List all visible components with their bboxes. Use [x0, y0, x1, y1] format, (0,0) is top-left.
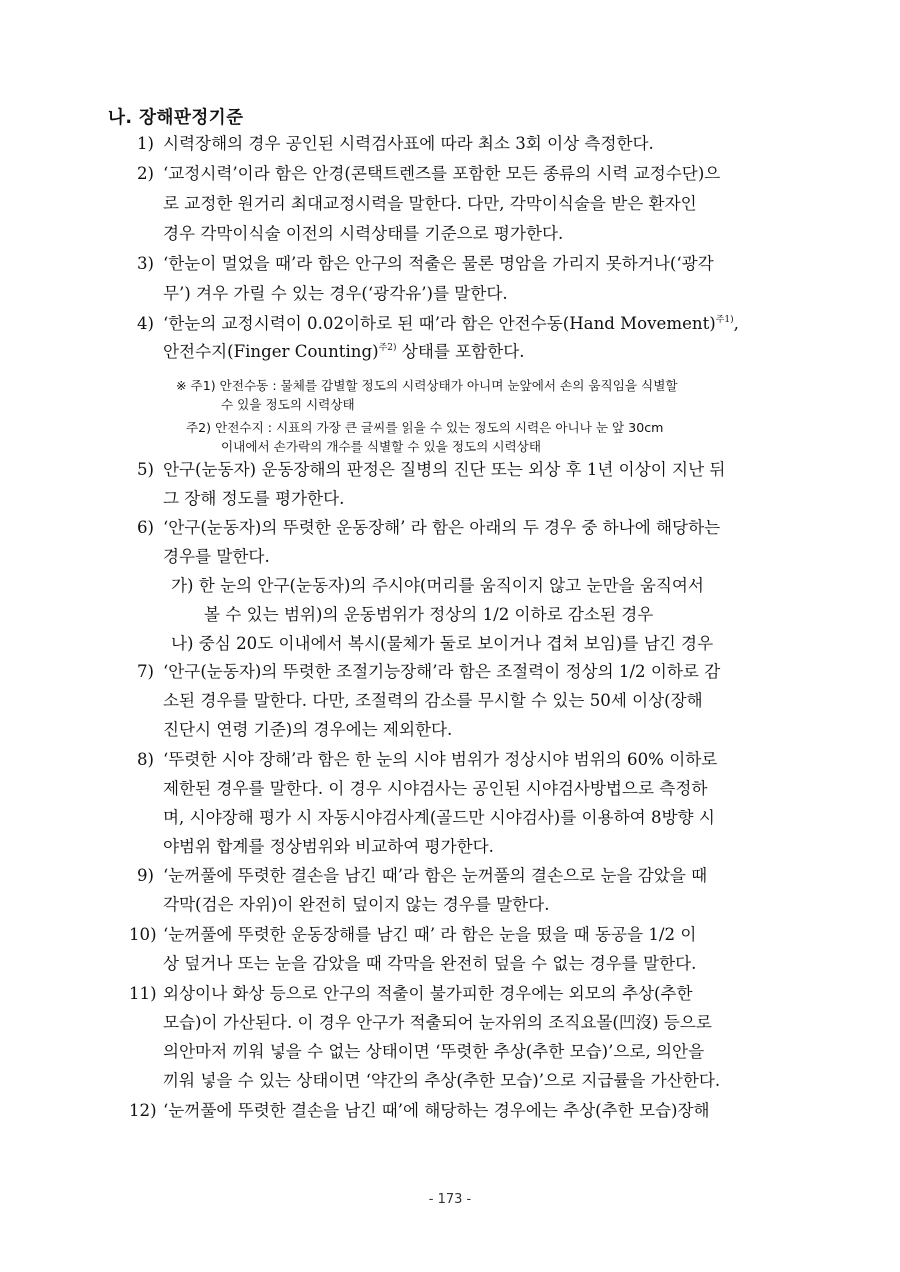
item-number: 7): [137, 662, 155, 681]
item-text-line: 시력장해의 경우 공인된 시력검사표에 따라 최소 3회 이상 측정한다.: [163, 134, 654, 153]
item-number: 12): [129, 1101, 157, 1120]
item-number: 10): [129, 925, 157, 944]
item-number: 4): [137, 314, 155, 333]
item-number: 9): [137, 866, 155, 885]
subitem-text-line: 가) 한 눈의 안구(눈동자)의 주시야(머리를 움직이지 않고 눈만을 움직여서: [171, 576, 704, 595]
page-number: - 173 -: [428, 1192, 472, 1207]
section-heading: 나. 장해판정기준: [108, 108, 244, 128]
item-text-line: ‘눈꺼풀에 뚜렷한 결손을 남긴 때’라 함은 눈꺼풀의 결손으로 눈을 감았을 때: [163, 866, 708, 885]
item-text-segment: 안전수지(Finger Counting): [163, 342, 379, 361]
item-number: 2): [137, 164, 155, 183]
item-text-line: ‘한눈이 멀었을 때’라 함은 안구의 적출은 물론 명암을 가리지 못하거나(‘광각: [163, 254, 714, 273]
item-text-line: ‘뚜렷한 시야 장해’라 함은 한 눈의 시야 범위가 정상시야 범위의 60% 이하로: [163, 750, 718, 769]
item-text-line: 모습)이 가산된다. 이 경우 안구가 적출되어 눈자위의 조직요몰(凹沒) 등으로: [163, 1013, 712, 1032]
item-text-segment: ‘한눈의 교정시력이 0.02이하로 된 때’라 함은 안전수동(Hand Movement): [163, 314, 716, 333]
item-text-line: ‘교정시력’이라 함은 안경(콘택트렌즈를 포함한 모든 종류의 시력 교정수단)으: [163, 164, 721, 183]
item-number: 3): [137, 254, 155, 273]
item-text-line: 의안마저 끼워 넣을 수 없는 상태이면 ‘뚜렷한 추상(추한 모습)’으로, 의안을: [163, 1042, 705, 1061]
item-number: 1): [137, 134, 155, 153]
item-text-line: 진단시 연령 기준)의 경우에는 제외한다.: [163, 720, 453, 739]
item-text-line: 그 장해 정도를 평가한다.: [163, 489, 345, 508]
item-text-line: 외상이나 화상 등으로 안구의 적출이 불가피한 경우에는 외모의 추상(추한: [163, 984, 693, 1003]
footnote-ref: 주2): [378, 343, 397, 353]
footnote-line: 수 있을 정도의 시력상태: [221, 397, 355, 412]
item-text-line: ‘눈꺼풀에 뚜렷한 운동장해를 남긴 때’ 라 함은 눈을 떴을 때 동공을 1/2 이: [163, 925, 697, 944]
item-text-line: 끼워 넣을 수 있는 상태이면 ‘약간의 추상(추한 모습)’으로 지급률을 가산한다.: [163, 1071, 721, 1090]
item-text-line: [163, 342, 525, 362]
item-text-segment: 상태를 포함한다.: [396, 342, 525, 361]
item-text-line: 경우 각막이식술 이전의 시력상태를 기준으로 평가한다.: [163, 224, 564, 243]
item-text-line: 로 교정한 원거리 최대교정시력을 말한다. 다만, 각막이식술을 받은 환자인: [163, 194, 697, 213]
item-text-line: 각막(검은 자위)이 완전히 덮이지 않는 경우를 말한다.: [163, 895, 550, 914]
item-text-line: 상 덮거나 또는 눈을 감았을 때 각막을 완전히 덮을 수 없는 경우를 말한다.: [163, 954, 697, 973]
footnote-ref: 주1): [715, 315, 734, 325]
item-number: 6): [137, 518, 155, 537]
subitem-text-line: 나) 중심 20도 이내에서 복시(물체가 둘로 보이거나 겹쳐 보임)를 남긴 경우: [171, 634, 714, 653]
footnote-line: 이내에서 손가락의 개수를 식별할 수 있을 정도의 시력상태: [221, 439, 541, 454]
item-number: 11): [129, 984, 157, 1003]
item-text-line: ‘안구(눈동자)의 뚜렷한 운동장해’ 라 함은 아래의 두 경우 중 하나에 해당하는: [163, 518, 721, 537]
item-text-line: 야범위 합계를 정상범위와 비교하여 평가한다.: [163, 837, 494, 856]
item-text-line: 소된 경우를 말한다. 다만, 조절력의 감소를 무시할 수 있는 50세 이상(장해: [163, 691, 703, 710]
item-text-segment: ,: [733, 314, 739, 333]
item-text-line: ‘눈꺼풀에 뚜렷한 결손을 남긴 때’에 해당하는 경우에는 추상(추한 모습)장해: [163, 1101, 710, 1120]
item-text-line: 안구(눈동자) 운동장해의 판정은 질병의 진단 또는 외상 후 1년 이상이 지난 뒤: [163, 460, 726, 479]
footnote-line: ※ 주1) 안전수동 : 물체를 감별할 정도의 시력상태가 아니며 눈앞에서 손의 움직임을 식별할: [176, 378, 678, 393]
item-number: 8): [137, 750, 155, 769]
item-text-line: 며, 시야장해 평가 시 자동시야검사계(골드만 시야검사)를 이용하여 8방향 시: [163, 808, 715, 827]
item-text-line: 제한된 경우를 말한다. 이 경우 시야검사는 공인된 시야검사방법으로 측정하: [163, 779, 708, 798]
footnote-line: 주2) 안전수지 : 시표의 가장 큰 글씨를 읽을 수 있는 정도의 시력은 아니나 눈 앞 30cm: [186, 420, 664, 435]
item-number: 5): [137, 460, 155, 479]
subitem-text-line: 볼 수 있는 범위)의 운동범위가 정상의 1/2 이하로 감소된 경우: [204, 605, 654, 624]
item-text-line: 경우를 말한다.: [163, 547, 270, 566]
item-text-line: [163, 314, 739, 334]
item-text-line: ‘안구(눈동자)의 뚜렷한 조절기능장해’라 함은 조절력이 정상의 1/2 이하로 감: [163, 662, 721, 681]
item-text-line: 무’) 겨우 가릴 수 있는 경우(‘광각유’)를 말한다.: [163, 284, 508, 303]
